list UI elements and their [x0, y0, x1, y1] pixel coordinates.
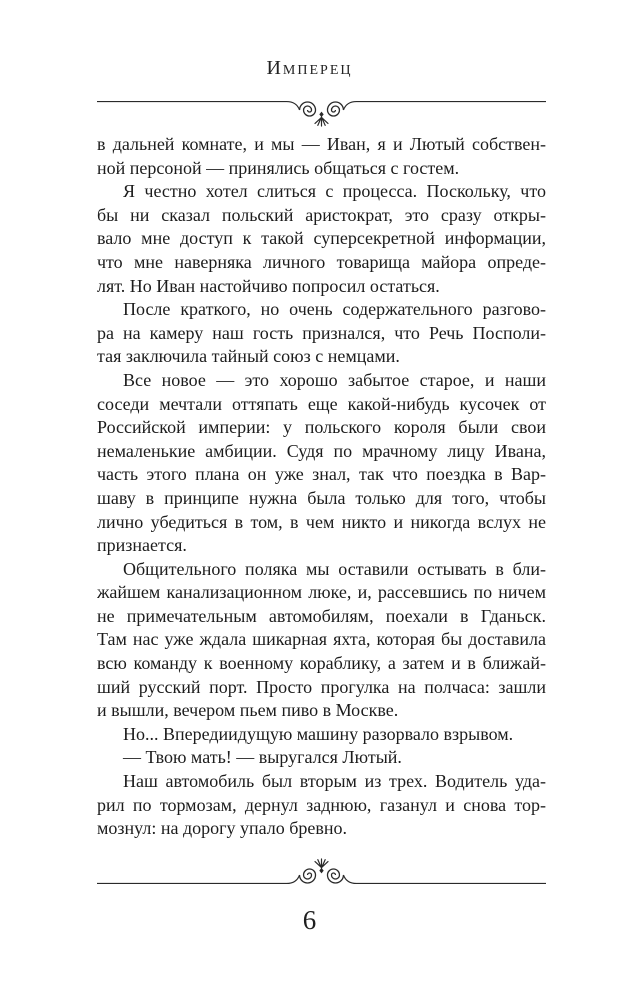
- text-block: [97, 133, 546, 841]
- text-line: вало мне доступ к такой суперсекретной информации,: [97, 228, 546, 249]
- text-line: Я честно хотел слиться с процесса. Поскольку, что: [123, 181, 546, 202]
- text-line: Все новое — это хорошо забытое старое, и наши: [123, 369, 546, 390]
- text-line: что мне наверняка личного товарища майора опреде-: [97, 251, 546, 272]
- text-line: лично убедиться в том, в чем никто и никогда вслух не: [97, 511, 546, 532]
- text-line: часть этого плана он уже знал, так что поездка в Вар-: [97, 464, 546, 485]
- text-line: жайшем канализационном люке, и, рассевшись по ничем: [97, 582, 546, 603]
- text-line: мознул: на дорогу упало бревно.: [97, 818, 348, 839]
- text-line: не примечательным автомобилям, поехали в Гданьск.: [97, 605, 546, 626]
- text-line: бы ни сказал польский аристократ, это сразу откры-: [97, 204, 546, 225]
- section-divider-bottom: [97, 858, 546, 892]
- text-line: тая заключила тайный союз с немцами.: [97, 346, 400, 367]
- text-line: Общительного поляка мы оставили остывать в бли-: [123, 558, 546, 579]
- text-line: всю команду к военному кораблику, а затем и в ближай-: [97, 653, 546, 674]
- text-line: рил по тормозам, дернул заднюю, газанул и снова тор-: [97, 794, 546, 815]
- text-line: Там нас уже ждала шикарная яхта, которая бы доставила: [97, 629, 546, 650]
- text-line: ной персоной — принялись общаться с гостем.: [97, 157, 460, 178]
- text-line: Но... Впередиидущую машину разорвало взрывом.: [123, 723, 514, 744]
- divider-ornament-icon: [97, 858, 546, 892]
- text-line: и вышли, вечером пьем пиво в Москве.: [97, 700, 399, 721]
- text-line: — Твою мать! — выругался Лютый.: [123, 747, 402, 768]
- running-title: Имперец: [266, 57, 353, 79]
- divider-ornament-icon: [97, 93, 546, 127]
- text-line: После краткого, но очень содержательного разгово-: [123, 299, 546, 320]
- text-line: соседи мечтали оттяпать еще какой-нибудь кусочек от: [97, 393, 546, 414]
- text-line: Российской империи: у польского короля были свои: [97, 417, 546, 438]
- text-line: лят. Но Иван настойчиво попросил остаться.: [97, 275, 440, 296]
- text-line: в дальней комнате, и мы — Иван, я и Лютый собствен-: [97, 134, 546, 154]
- text-line: шаву в принципе нужна была только для того, чтобы: [97, 487, 546, 508]
- text-line: признается.: [97, 535, 187, 556]
- page-number: 6: [302, 905, 317, 935]
- text-line: немаленькие амбиции. Судя по мрачному лицу Ивана,: [97, 440, 546, 461]
- text-line: Наш автомобиль был вторым из трех. Водитель уда-: [123, 771, 546, 792]
- text-line: ра на камеру наш гость признался, что Речь Посполи-: [97, 322, 546, 343]
- section-divider-top: [97, 93, 546, 127]
- text-line: ший русский порт. Просто прогулка на полчаса: зашли: [97, 676, 546, 697]
